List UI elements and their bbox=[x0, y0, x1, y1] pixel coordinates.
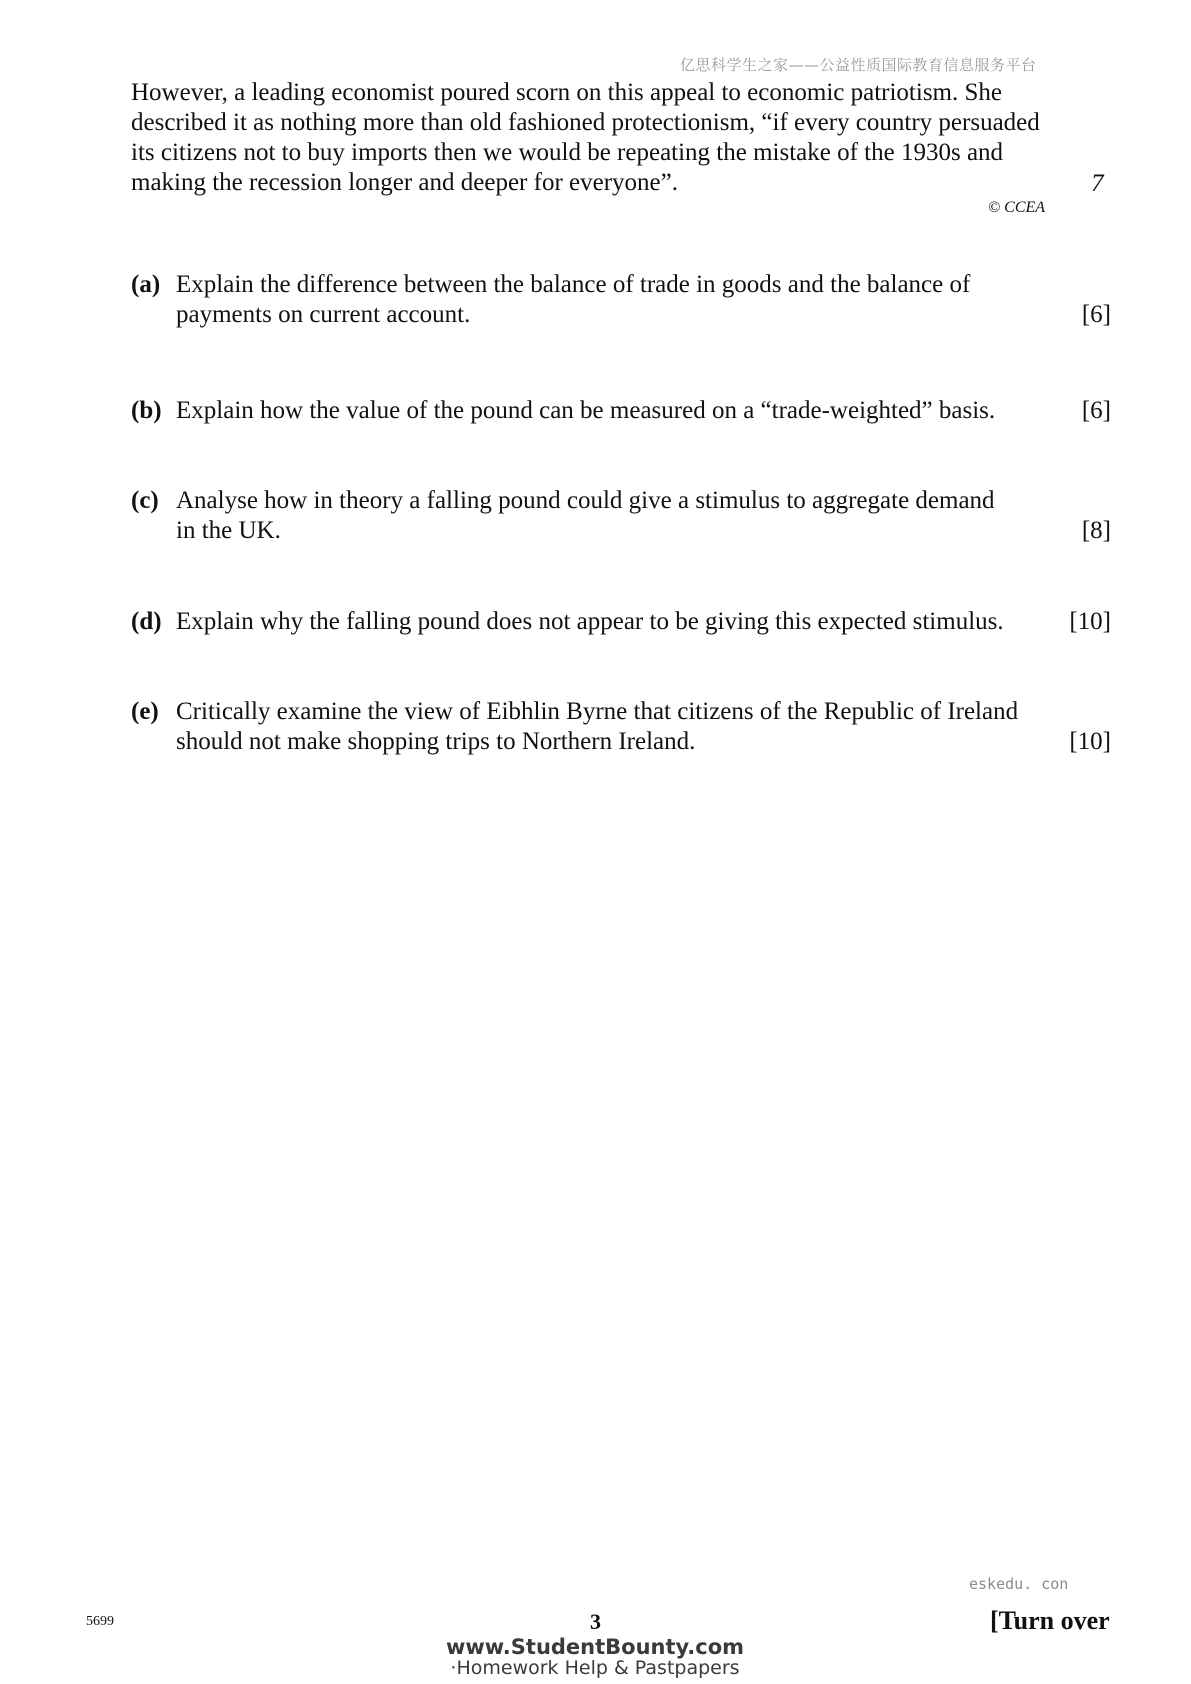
question-marks: [10] bbox=[1069, 608, 1111, 635]
question-text bbox=[176, 270, 1056, 330]
question-line: Critically examine the view of Eibhlin Byrne that citizens of the Republic of Ireland bbox=[176, 698, 1019, 725]
question-line: should not make shopping trips to Northern Ireland. bbox=[176, 728, 696, 755]
question-c bbox=[131, 486, 1111, 546]
passage-line: making the recession longer and deeper for everyone”. bbox=[131, 169, 678, 196]
question-marks: [8] bbox=[1081, 517, 1111, 544]
passage bbox=[131, 78, 1091, 198]
question-text bbox=[176, 486, 1056, 546]
passage-line: described it as nothing more than old fashioned protectionism, “if every country persuaded bbox=[131, 109, 1040, 136]
question-label: (a) bbox=[131, 271, 161, 298]
question-line: Explain why the falling pound does not appear to be giving this expected stimulus. bbox=[176, 608, 1004, 635]
question-marks: [10] bbox=[1069, 728, 1111, 755]
line-number: 7 bbox=[1091, 170, 1104, 197]
copyright-source: © CCEA bbox=[988, 199, 1046, 216]
question-label: (d) bbox=[131, 608, 162, 635]
header-watermark: 亿思科学生之家——公益性质国际教育信息服务平台 bbox=[680, 56, 1037, 74]
question-line: Explain how the value of the pound can be measured on a “trade-weighted” basis. bbox=[176, 397, 996, 424]
question-marks: [6] bbox=[1081, 301, 1111, 328]
question-line: Explain the difference between the balance of trade in goods and the balance of bbox=[176, 271, 971, 298]
question-label: (e) bbox=[131, 698, 159, 725]
question-text bbox=[176, 697, 1056, 757]
brand-tagline: ·Homework Help & Pastpapers bbox=[450, 1657, 740, 1679]
question-line: payments on current account. bbox=[176, 301, 471, 328]
passage-line: its citizens not to buy imports then we would be repeating the mistake of the 1930s and bbox=[131, 139, 1004, 166]
question-a bbox=[131, 270, 1111, 330]
footer-brand[interactable] bbox=[440, 1636, 750, 1678]
question-b bbox=[131, 396, 1111, 426]
turn-over-label: [Turn over bbox=[990, 1606, 1110, 1635]
passage-line: However, a leading economist poured scorn on this appeal to economic patriotism. She bbox=[131, 79, 1002, 106]
question-e bbox=[131, 697, 1111, 757]
question-label: (c) bbox=[131, 487, 159, 514]
brand-url-link[interactable]: www.StudentBounty.com bbox=[445, 1635, 745, 1659]
footer-watermark: eskedu. con bbox=[969, 1575, 1069, 1593]
question-text bbox=[176, 607, 1056, 637]
question-line: in the UK. bbox=[176, 517, 281, 544]
question-label: (b) bbox=[131, 397, 162, 424]
page-number: 3 bbox=[590, 1609, 601, 1634]
paper-code: 5699 bbox=[86, 1614, 114, 1629]
question-d bbox=[131, 607, 1111, 637]
question-text bbox=[176, 396, 1056, 426]
question-line: Analyse how in theory a falling pound could give a stimulus to aggregate demand bbox=[176, 487, 995, 514]
question-marks: [6] bbox=[1081, 397, 1111, 424]
